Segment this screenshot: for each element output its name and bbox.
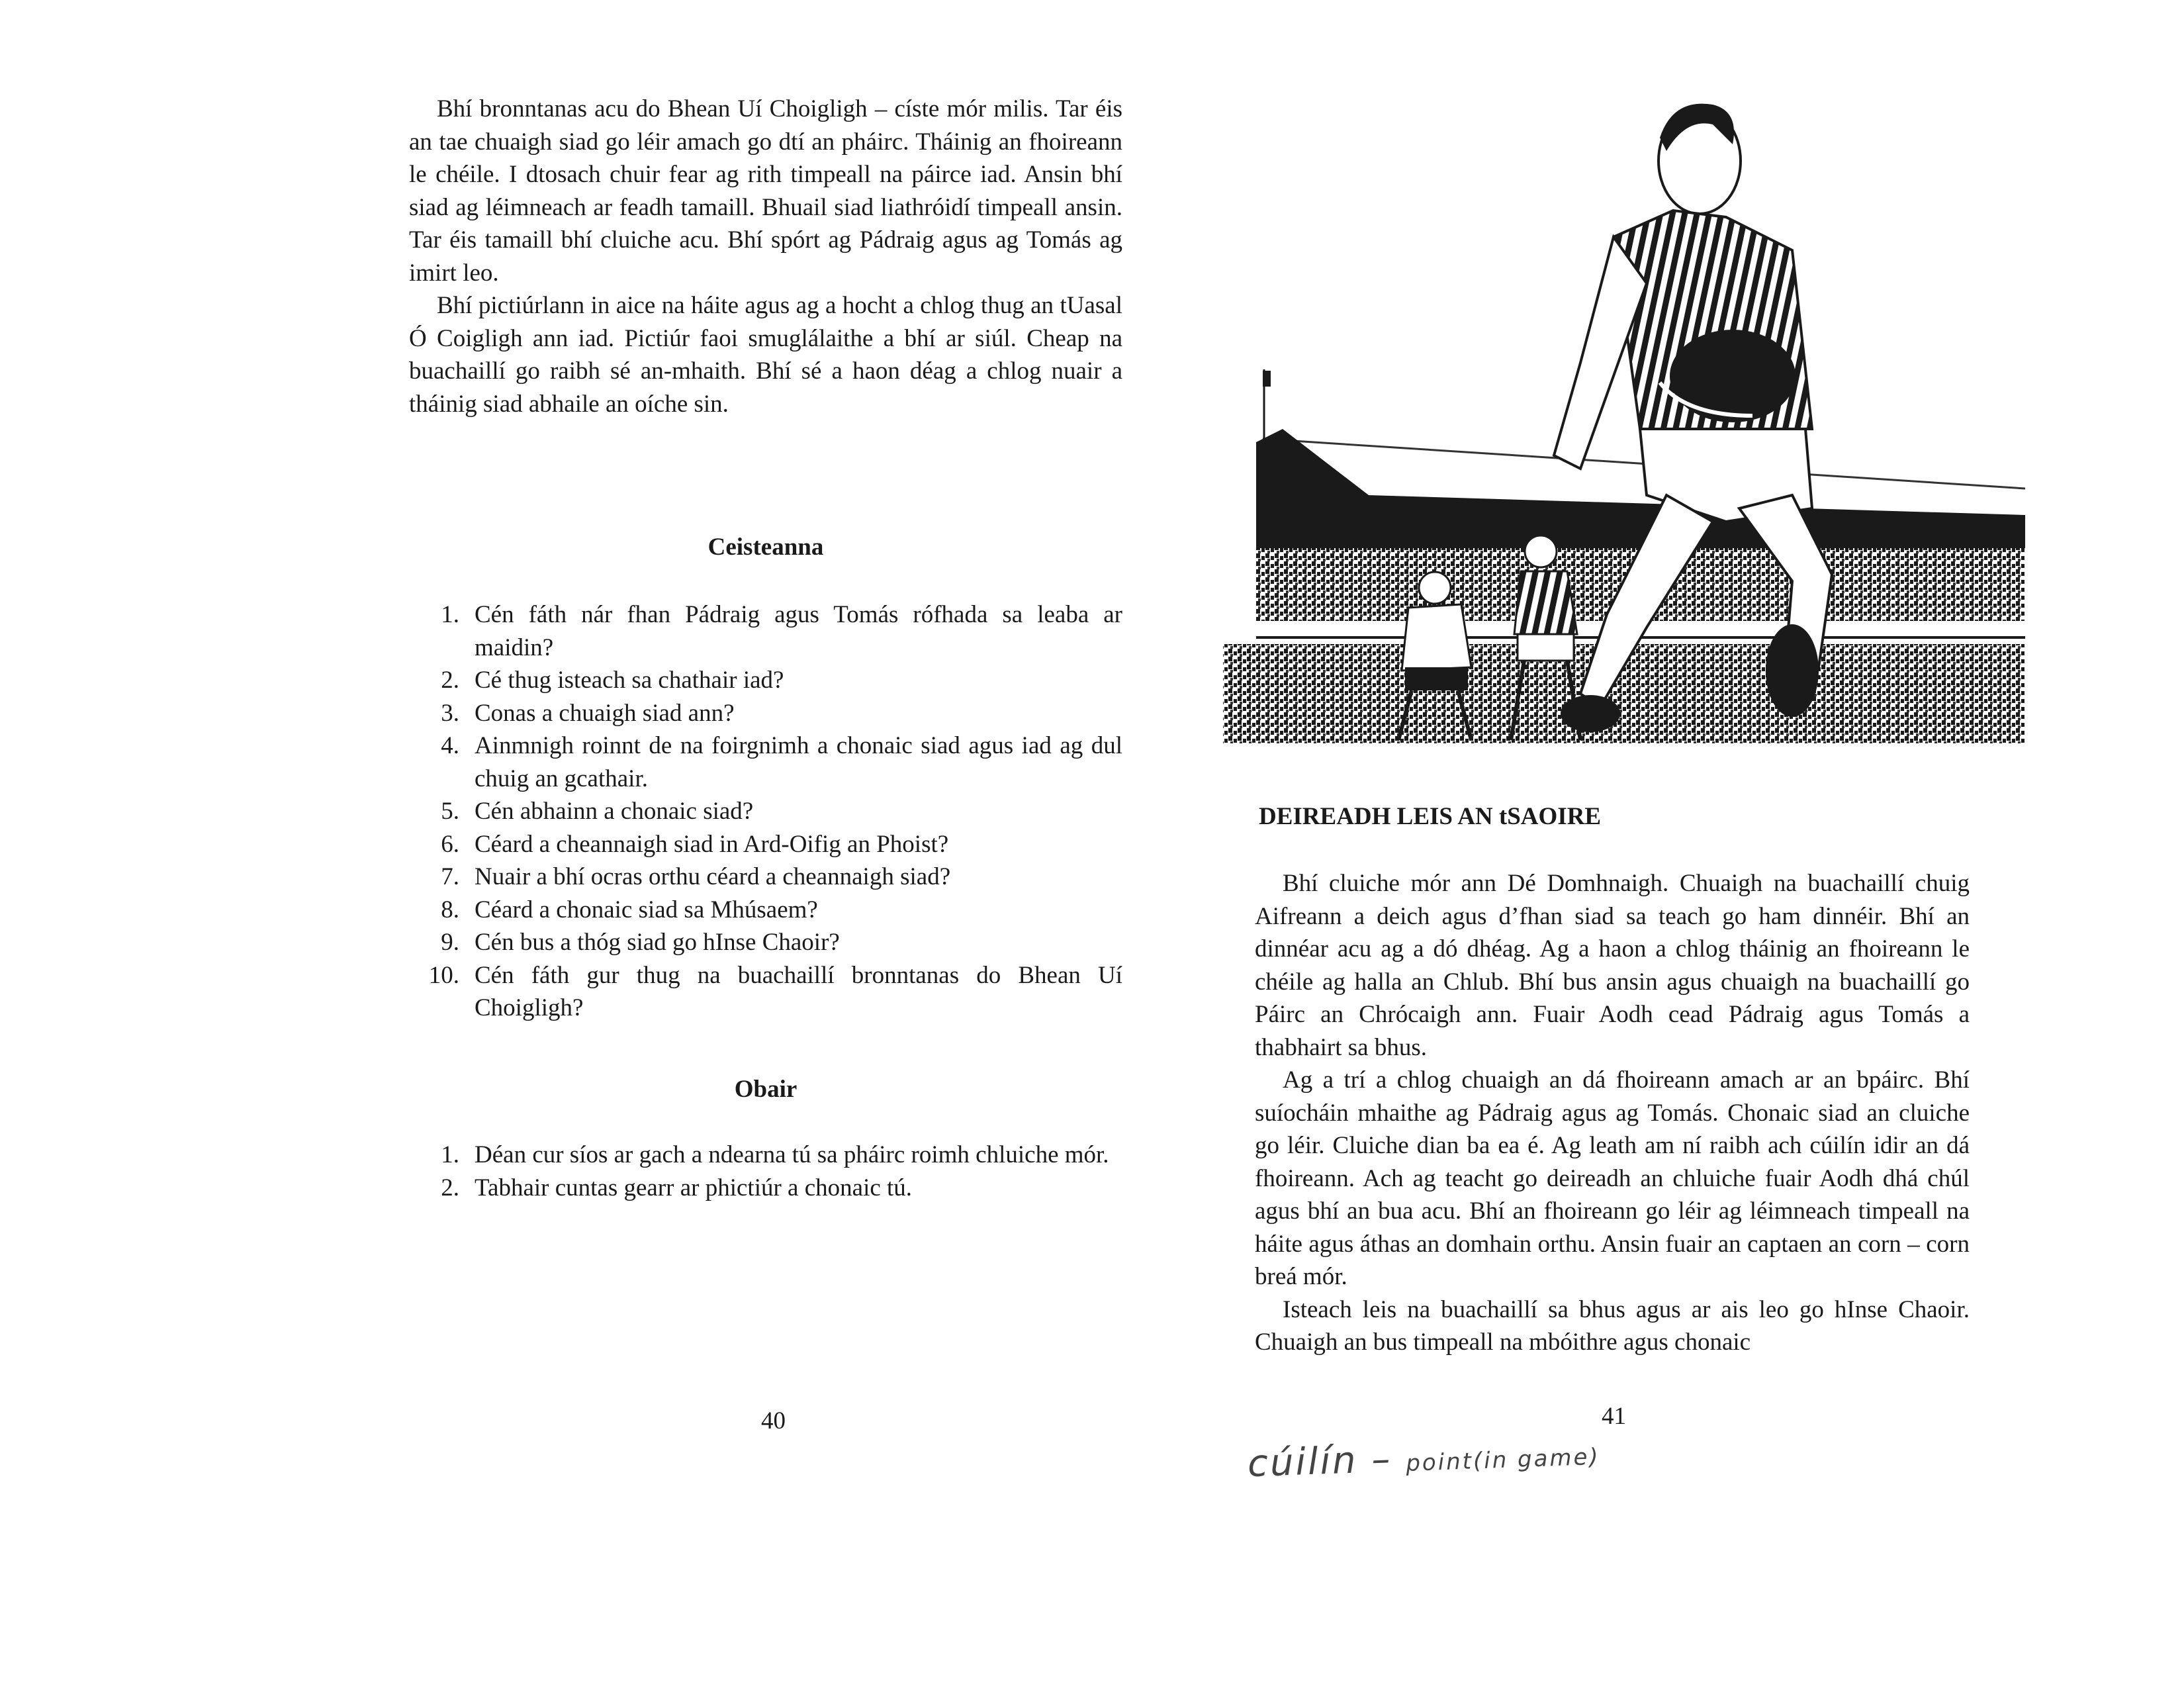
question-item xyxy=(418,959,1122,1025)
item-number: 5. xyxy=(441,798,459,825)
item-number: 9. xyxy=(441,929,459,956)
paragraph: Bhí cluiche mór ann Dé Domhnaigh. Chuaigh na buachaillí chuig Aifreann a deich agus d’fhan siad sa teach go ham dinnéir. Bhí an dinnéar acu ag a dó dhéag. Ag a haon a chlog tháinig an fhoireann le chéile ag halla an Chlub. Bhí bus ansin agus chuaigh na buachaillí go Páirc an Chrócaigh ann. Fuair Aodh cead Pádraig agus Tomás a thabhairt sa bhus. xyxy=(1255,870,1970,1061)
work-list xyxy=(418,1139,1144,1204)
paragraph: Isteach leis na buachaillí sa bhus agus ar ais leo go hInse Chaoir. Chuaigh an bus timpeall na mbóithre agus chonaic xyxy=(1255,1295,1970,1356)
item-text: Cén abhainn a chonaic siad? xyxy=(475,798,754,825)
item-text: Cén fáth gur thug na buachaillí bronntanas do Bhean Uí Choigligh? xyxy=(475,961,1122,1021)
item-text: Cén bus a thóg siad go hInse Chaoir? xyxy=(475,929,840,956)
item-text: Tabhair cuntas gearr ar phictiúr a chonaic tú. xyxy=(475,1174,913,1201)
page-number: 41 xyxy=(1602,1403,1626,1430)
work-heading: Obair xyxy=(734,1076,797,1103)
question-item xyxy=(418,729,1122,795)
item-number: 1. xyxy=(441,601,459,628)
item-number: 10. xyxy=(428,961,459,989)
item-number: 6. xyxy=(441,830,459,858)
question-item xyxy=(418,926,1122,959)
item-number: 7. xyxy=(441,863,459,890)
football-match-illustration xyxy=(1210,85,2025,747)
question-item xyxy=(418,894,1122,927)
paragraph: Ag a trí a chlog chuaigh an dá fhoireann amach ar an bpáirc. Bhí suíocháin mhaithe ag Pádraig agus ag Tomás. Chonaic siad an cluiche go léir. Cluiche dian ba ea é. Ag leath am ní raibh ach cúilín idir an dá fhoireann. Ach ag teacht go deireadh an chluiche fuair Aodh dhá chúl agus bhí an bua acu. Bhí an fhoireann go léir ag léimneach timpeall na háite agus áthas an domhain orthu. Ansin fuair an captaen an corn – corn breá mór. xyxy=(1255,1066,1970,1290)
question-item xyxy=(418,598,1122,664)
note-meaning: point xyxy=(1405,1448,1474,1477)
item-text: Céard a chonaic siad sa Mhúsaem? xyxy=(475,896,818,923)
item-text: Conas a chuaigh siad ann? xyxy=(475,699,735,727)
left-body-text xyxy=(409,93,1122,420)
questions-list xyxy=(418,598,1122,1025)
question-item xyxy=(418,697,1122,730)
page-number: 40 xyxy=(761,1407,786,1434)
item-number: 8. xyxy=(441,896,459,923)
item-number: 2. xyxy=(441,667,459,694)
paragraph: Bhí bronntanas acu do Bhean Uí Choigligh – císte mór milis. Tar éis an tae chuaigh siad go léir amach go dtí an pháirc. Tháinig an fhoireann le chéile. I dtosach chuir fear ag rith timpeall na páirce iad. Ansin bhí siad ag léimneach ar feadh tamaill. Bhuail siad liathróidí timpeall ansin. Tar éis tamaill bhí cluiche acu. Bhí spórt ag Pádraig agus ag Tomás ag imirt leo. xyxy=(409,95,1122,287)
question-item xyxy=(418,861,1122,894)
note-aside: (in game) xyxy=(1473,1443,1601,1475)
item-number: 3. xyxy=(441,699,459,727)
item-text: Ainmnigh roinnt de na foirgnimh a chonaic siad agus iad ag dul chuig an gcathair. xyxy=(475,732,1122,792)
work-item xyxy=(418,1172,1144,1205)
item-text: Nuair a bhí ocras orthu céard a cheannaigh siad? xyxy=(475,863,951,890)
item-number: 1. xyxy=(441,1141,459,1168)
question-item xyxy=(418,828,1122,861)
handwritten-note xyxy=(1247,1430,1601,1486)
right-body-text xyxy=(1255,867,1970,1359)
question-item xyxy=(418,664,1122,697)
questions-heading: Ceisteanna xyxy=(707,534,824,561)
item-text: Céard a cheannaigh siad in Ard-Oifig an Phoist? xyxy=(475,830,949,858)
item-text: Cén fáth nár fhan Pádraig agus Tomás rófhada sa leaba ar maidin? xyxy=(475,601,1122,661)
item-number: 4. xyxy=(441,732,459,759)
chapter-title: DEIREADH LEIS AN tSAOIRE xyxy=(1259,803,1602,830)
paragraph: Bhí pictiúrlann in aice na háite agus ag a hocht a chlog thug an tUasal Ó Coigligh ann iad. Pictiúr faoi smuglálaithe a bhí ar siúl. Cheap na buachaillí go raibh sé an-mhaith. Bhí sé a haon déag a chlog nuair a tháinig siad abhaile an oíche sin. xyxy=(409,292,1122,418)
item-text: Cé thug isteach sa chathair iad? xyxy=(475,667,784,694)
item-number: 2. xyxy=(441,1174,459,1201)
note-word: cúilín – xyxy=(1247,1437,1393,1486)
item-text: Déan cur síos ar gach a ndearna tú sa pháirc roimh chluiche mór. xyxy=(475,1141,1109,1168)
question-item xyxy=(418,795,1122,828)
work-item xyxy=(418,1139,1144,1172)
